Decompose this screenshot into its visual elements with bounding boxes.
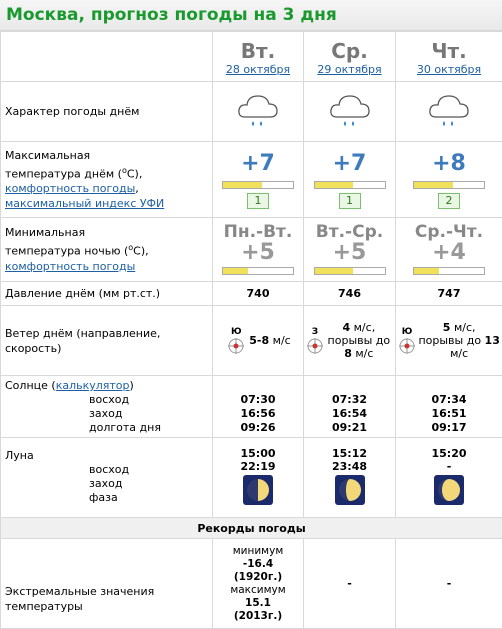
daylength-value: 09:21 [304,421,395,435]
tmin-cell [304,218,396,282]
tmax-cell [396,142,502,218]
comfort-bar [413,181,485,189]
tmin-row [1,218,502,282]
sunrise-value: 07:34 [396,393,502,407]
wind-direction: Ю [396,327,418,337]
tmax-label-line2: температура днём ( [5,167,122,180]
tmin-label-line1: Минимальная [5,226,85,239]
moonrise-label: восход [89,463,212,477]
forecast-table [0,31,502,629]
tmax-value: +8 [396,150,502,178]
moon-phase-icon [335,475,365,505]
gust-speed: 8 [344,347,352,360]
moonset-value: 22:19 [213,460,303,473]
tmin-value: +4 [396,242,502,264]
day-name: Ср. [304,37,395,63]
sun-label [1,376,213,438]
sun-cell [213,376,304,438]
weather-cell [304,82,396,142]
gust-unit: м/с [450,347,468,360]
night-period: Пн.-Вт. [213,222,303,242]
record-max-label: максимум [213,584,303,597]
daylength-value: 09:26 [213,421,303,435]
extreme-cell: - [304,539,396,629]
wind-unit: м/с [269,334,291,347]
tmin-cell [396,218,502,282]
moon-cell [213,438,304,518]
tmin-label-unit: C), [133,245,148,258]
extreme-cell [213,539,304,629]
pressure-row [1,282,502,306]
wind-cell [304,306,396,376]
wind-cell [213,306,304,376]
uv-badge: 1 [339,193,361,209]
moonrise-value: 15:12 [304,447,395,460]
uv-badge: 2 [438,193,460,209]
moon-phase-icon [434,475,464,505]
moon-label [1,438,213,518]
moon-cell [304,438,396,518]
gust-unit: м/с [352,347,374,360]
tmin-value: +5 [304,242,395,264]
moonset-value: 23:48 [304,460,395,473]
moon-row [1,438,502,518]
tmin-cell [213,218,304,282]
wind-text [416,321,502,360]
comfort-bar [314,267,386,275]
pressure-value: 740 [213,282,304,306]
pressure-value: 746 [304,282,396,306]
comfort-bar-fill [223,182,262,188]
wind-speed: 5 [443,321,451,334]
records-header-row [1,518,502,539]
sun-calculator-link[interactable]: калькулятор [56,379,130,392]
pressure-label: Давление днём (мм рт.ст.) [1,282,213,306]
sunset-value: 16:51 [396,407,502,421]
wind-text [249,334,290,347]
daylength-label: долгота дня [89,421,212,435]
extreme-row [1,539,502,629]
day-header [213,32,304,82]
sunset-label: заход [89,407,212,421]
comfort-bar-fill [414,182,453,188]
gust-prefix: порывы до [328,334,391,347]
tmax-value: +7 [304,150,395,178]
sunset-value: 16:56 [213,407,303,421]
wind-text [323,321,395,360]
tmax-value: +7 [213,150,303,178]
sunrise-value: 07:32 [304,393,395,407]
extreme-label: Экстремальные значения температуры [1,539,213,629]
record-min-year: (1920г.) [213,571,303,584]
gust-prefix: порывы до [418,334,484,347]
tmax-label: Максимальная температура днём ($^o$C), комфортность погоды, максимальный индекс УФИ [1,142,213,218]
comfort-bar-fill [315,182,354,188]
moonrise-value: 15:20 [396,447,502,460]
comfort-bar [413,267,485,275]
compass-icon [396,327,414,355]
comfort-bar-fill [414,268,439,274]
records-header: Рекорды погоды [1,518,502,539]
cloud-rain-icon [328,90,372,130]
days-header-row [1,32,502,82]
sun-cell [304,376,396,438]
moon-cell [396,438,502,518]
uv-index-link[interactable]: максимальный индекс УФИ [5,197,164,210]
weather-row [1,82,502,142]
tmax-cell [213,142,304,218]
compass-icon [304,327,321,355]
day-name: Чт. [396,37,502,63]
cloud-rain-icon [236,90,280,130]
compass-icon [225,327,247,355]
wind-cell [396,306,502,376]
tmax-cell [304,142,396,218]
moonrise-value: 15:00 [213,447,303,460]
moonset-label: заход [89,477,212,491]
tmin-label-line2: температура ночью ( [5,245,128,258]
record-min-value: -16.4 [213,558,303,571]
pressure-value: 747 [396,282,502,306]
header-empty-cell [1,32,213,82]
wind-unit: м/с, [450,321,475,334]
moon-title: Луна [5,449,34,462]
comfort-bar-fill [315,268,354,274]
comfort-link[interactable]: комфортность погоды [5,182,135,195]
sun-title: Солнце ( [5,379,56,392]
sun-title-close: ) [130,379,134,392]
comfort-link-night[interactable]: комфортность погоды [5,260,135,273]
comfort-bar-fill [223,268,248,274]
tmin-label: Минимальная температура ночью ($^o$C), комфортность погоды [1,218,213,282]
tmin-value: +5 [213,242,303,264]
sun-row [1,376,502,438]
record-max-year: (2013г.) [213,610,303,623]
wind-label: Ветер днём (направление, скорость) [1,306,213,376]
weather-cell [213,82,304,142]
date-link[interactable]: 29 октября [317,63,381,76]
sunrise-value: 07:30 [213,393,303,407]
gust-speed: 13 [485,334,500,347]
day-header [396,32,502,82]
day-header [304,32,396,82]
wind-speed: 4 [342,321,350,334]
night-period: Ср.-Чт. [396,222,502,242]
moonset-value: - [396,460,502,473]
wind-direction: Ю [225,327,247,337]
daylength-value: 09:17 [396,421,502,435]
record-max-value: 15.1 [213,597,303,610]
wind-unit: м/с, [350,321,375,334]
comfort-bar [222,181,294,189]
tmax-row [1,142,502,218]
day-name: Вт. [213,37,303,63]
page-title: Москва, прогноз погоды на 3 дня [0,0,502,31]
sun-cell [396,376,502,438]
uv-badge: 1 [247,193,269,209]
night-period: Вт.-Ср. [304,222,395,242]
moonphase-label: фаза [89,491,212,505]
record-min-label: минимум [213,545,303,558]
cloud-rain-icon [427,90,471,130]
comfort-bar [222,267,294,275]
weather-label: Характер погоды днём [1,82,213,142]
date-link[interactable]: 30 октября [417,63,481,76]
tmax-label-line1: Максимальная [5,149,90,162]
tmax-label-unit: C), [127,167,142,180]
sunrise-label: восход [89,393,212,407]
comfort-bar [314,181,386,189]
weather-cell [396,82,502,142]
wind-row [1,306,502,376]
sunset-value: 16:54 [304,407,395,421]
date-link[interactable]: 28 октября [226,63,290,76]
wind-direction: З [304,327,326,337]
moon-phase-icon [243,475,273,505]
wind-speed: 5-8 [249,334,269,347]
extreme-cell: - [396,539,502,629]
